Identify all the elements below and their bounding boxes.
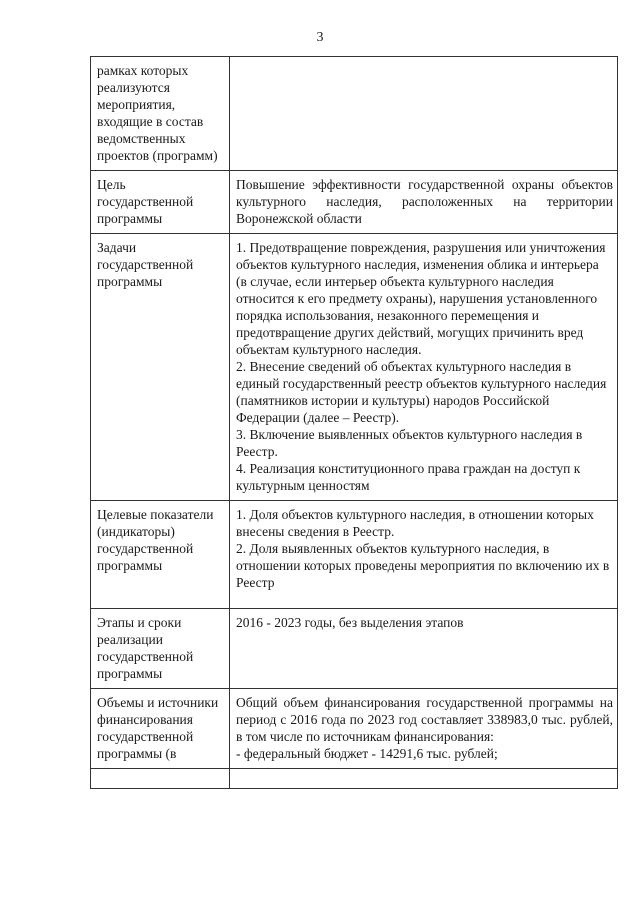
row-label: Объемы и источники финансирования государственной программы (в: [91, 689, 230, 769]
table-row-cut: [91, 769, 618, 789]
row-content-cut: [230, 769, 618, 789]
table-row: [91, 57, 618, 171]
table-row: [91, 171, 618, 234]
program-passport-table: [90, 56, 618, 789]
row-content: [230, 501, 618, 609]
row-content: [230, 234, 618, 501]
indicator-item: 1. Доля объектов культурного наследия, в отношении которых внесены сведения в Реестр.: [236, 507, 594, 539]
table-row: [91, 234, 618, 501]
goal-text: Повышение эффективности государственной охраны объектов культурного наследия, расположенных на территории Воронежской области: [236, 177, 613, 226]
indicator-item: 2. Доля выявленных объектов культурного наследия, в отношении которых проведены мероприятия по включению их в Реестр: [236, 541, 610, 590]
timeline-text: 2016 - 2023 годы, без выделения этапов: [236, 615, 464, 630]
page-number: 3: [316, 30, 324, 45]
row-label: Задачи государственной программы: [91, 234, 230, 501]
row-label: Целевые показатели (индикаторы) государственной программы: [91, 501, 230, 609]
row-label: Этапы и сроки реализации государственной программы: [91, 609, 230, 689]
row-content: [230, 171, 618, 234]
row-label: Цель государственной программы: [91, 171, 230, 234]
task-item: 4. Реализация конституционного права граждан на доступ к культурным ценностям: [236, 461, 581, 493]
row-content: [230, 609, 618, 689]
table-row: [91, 501, 618, 609]
row-label: рамках которых реализуются мероприятия, входящие в состав ведомственных проектов (программ): [91, 57, 230, 171]
task-item: 1. Предотвращение повреждения, разрушения или уничтожения объектов культурного наследия, изменения облика и интерьера (в случае, если интерьер объекта культурного наследия относится к его предмету охраны), нарушения установленного порядка использования, незаконного перемещения и предотвращение других действий, могущих причинить вред объектам культурного наследия.: [236, 240, 606, 357]
row-label-cut: [91, 769, 230, 789]
funding-item: - федеральный бюджет - 14291,6 тыс. рублей;: [236, 746, 498, 761]
task-item: 3. Включение выявленных объектов культурного наследия в Реестр.: [236, 427, 583, 459]
table-row: [91, 689, 618, 769]
row-content: [230, 57, 618, 171]
funding-text: Общий объем финансирования государственной программы на период с 2016 года по 2023 год составляет 338983,0 тыс. рублей, в том числе по источникам финансирования:: [236, 695, 613, 744]
table-row: [91, 609, 618, 689]
row-content: [230, 689, 618, 769]
task-item: 2. Внесение сведений об объектах культурного наследия в единый государственный реестр объектов культурного наследия (памятников истории и культуры) народов Российской Федерации (далее – Реестр).: [236, 359, 607, 425]
